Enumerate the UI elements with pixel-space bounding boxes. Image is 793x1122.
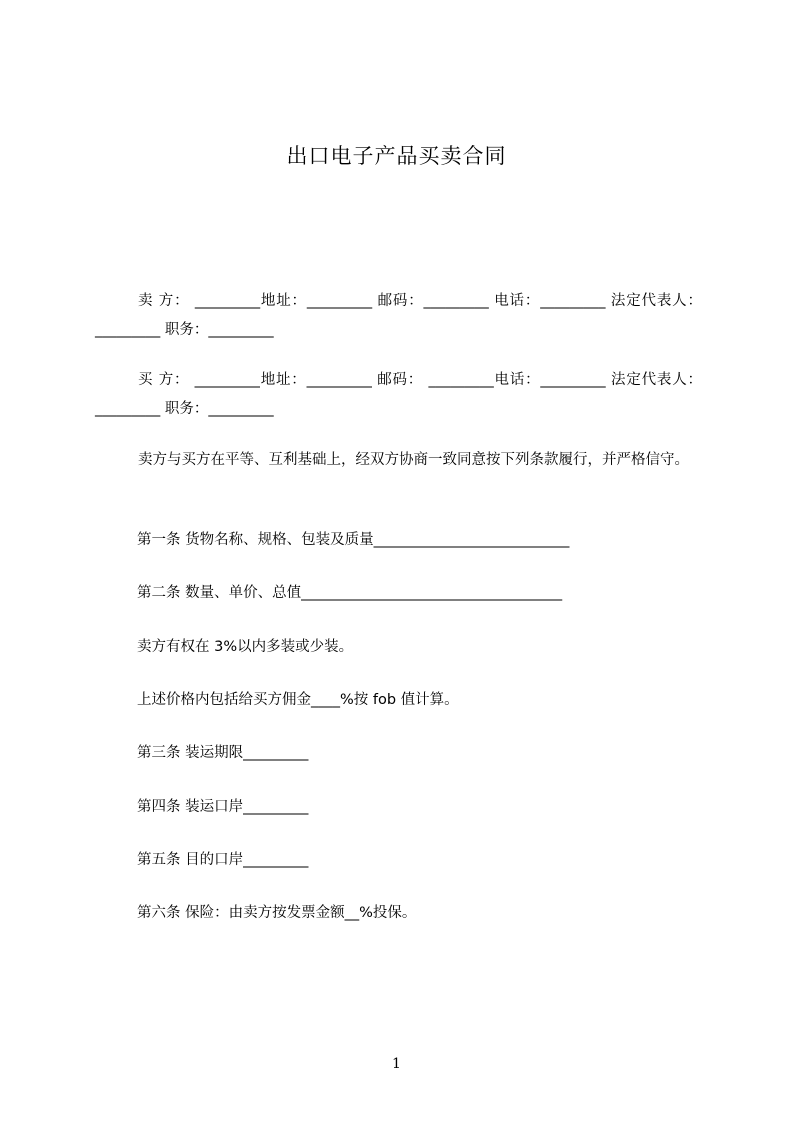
clause-2: 第二条 数量、单价、总值____________________________________ [137,585,563,601]
quantity-tolerance-note: 卖方有权在 3%以内多装或少装。 [137,639,354,655]
buyer-info-paragraph: 买 方： _________地址：_________ 邮码： _________电话：_________ 法定代表人：_________ 职务：_________ [95,372,702,417]
page-number: 1 [392,1056,401,1072]
clause-5: 第五条 目的口岸_________ [137,852,309,868]
clause-3: 第三条 装运期限_________ [137,745,309,761]
preamble-paragraph: 卖方与买方在平等、互利基础上，经双方协商一致同意按下列条款履行，并严格信守。 [138,452,689,468]
clause-4: 第四条 装运口岸_________ [137,799,309,815]
seller-info-paragraph: 卖 方： _________地址：_________ 邮码：_________ 电话：_________ 法定代表人：_________ 职务：_________ [95,293,702,338]
commission-note: 上述价格内包括给买方佣金____%按 fob 值计算。 [137,692,459,708]
clause-6: 第六条 保险：由卖方按发票金额__%投保。 [137,905,417,921]
document-title: 出口电子产品买卖合同 [286,144,507,168]
clause-1: 第一条 货物名称、规格、包装及质量___________________________ [137,532,570,548]
